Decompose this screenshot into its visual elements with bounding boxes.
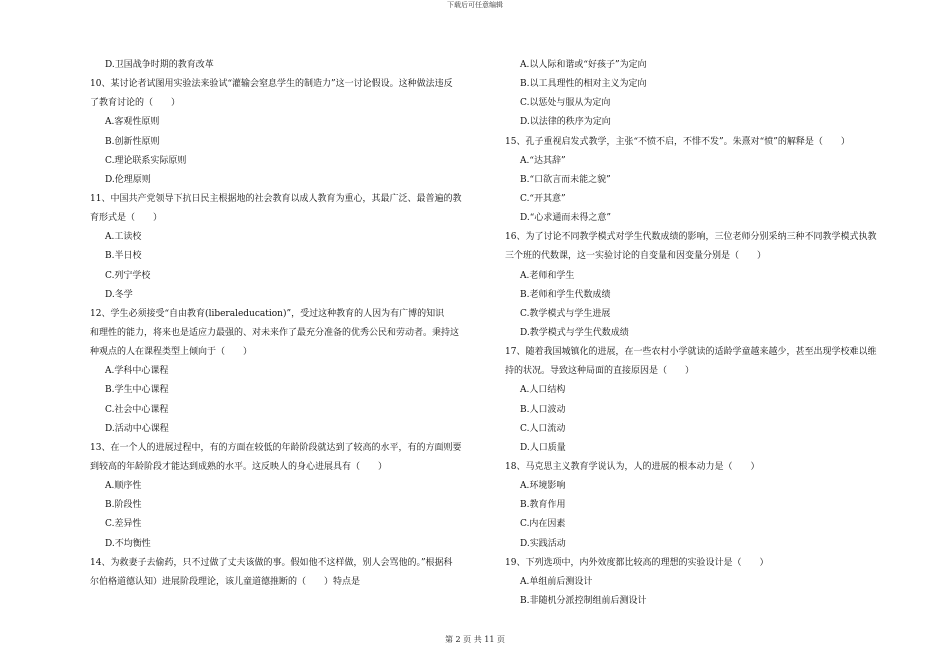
answer-option: B.教育作用	[520, 500, 566, 511]
answer-option: B.半日校	[105, 251, 142, 262]
question-text: 10、某讨论者试图用实验法来验试“灌输会窒息学生的制造力”这一讨论假设。这种做法违反	[90, 79, 453, 90]
question-text: 11、中国共产党领导下抗日民主根据地的社会教育以成人教育为重心，其最广泛、最普遍的教	[90, 193, 462, 204]
answer-option: B.学生中心课程	[105, 385, 169, 396]
answer-option: A.学科中心课程	[105, 366, 169, 377]
answer-option: C.教学模式与学生进展	[520, 308, 611, 319]
question-text: 15、孔子重视启发式教学，主张“不愤不启，不悱不发”。朱熹对“愤”的解释是（ ）	[505, 136, 850, 147]
question-text: 种观点的人在课程类型上倾向于（ ）	[90, 347, 253, 358]
answer-option: A.“达其辞”	[520, 155, 566, 166]
answer-option: D.不均衡性	[105, 538, 151, 549]
left-column	[90, 56, 490, 592]
answer-option: A.环境影响	[520, 481, 566, 492]
question-text: 18、马克思主义教育学说认为，人的进展的根本动力是（ ）	[505, 461, 760, 472]
question-text: 12、学生必须接受“自由教育(liberaleducation)”，受过这种教育的人因为有广博的知识	[90, 308, 445, 319]
question-text: 尔伯格道德认知）进展阶段理论，该儿童道德推断的（ ）特点是	[90, 576, 361, 587]
answer-option: A.顺序性	[105, 481, 142, 492]
answer-option: D.活动中心课程	[105, 423, 169, 434]
answer-option: C.差异性	[105, 519, 142, 530]
question-text: 三个班的代数课，这一实验讨论的自变量和因变量分别是（ ）	[505, 251, 767, 262]
answer-option: A.单组前后测设计	[520, 576, 593, 587]
answer-option: A.人口结构	[520, 385, 566, 396]
answer-option: B.阶段性	[105, 500, 142, 511]
answer-option: C.内在因素	[520, 519, 566, 530]
answer-option: C.以惩处与服从为定向	[520, 98, 611, 109]
answer-option: B.创新性原则	[105, 136, 160, 147]
question-text: 持的状况。导致这种局面的直接原因是（ ）	[505, 366, 695, 377]
answer-option: C.列宁学校	[105, 270, 151, 281]
page-number: 第 2 页 共 11 页	[445, 635, 505, 644]
answer-option: D.伦理原则	[105, 174, 151, 185]
answer-option: C.人口流动	[520, 423, 566, 434]
answer-option: B.非随机分派控制组前后测设计	[520, 595, 647, 606]
answer-option: B.人口波动	[520, 404, 566, 415]
answer-option: D.冬学	[105, 289, 133, 300]
question-text: 19、下列选项中，内外效度都比较高的理想的实验设计是（ ）	[505, 557, 769, 568]
answer-option: D.人口质量	[520, 442, 566, 453]
question-text: 16、为了讨论不同教学模式对学生代数成绩的影响，三位老师分别采纳三种不同教学模式执教	[505, 232, 877, 243]
page-header: 下载后可任意编辑	[447, 1, 503, 9]
answer-option: A.工读校	[105, 232, 142, 243]
answer-option: C.理论联系实际原则	[105, 155, 187, 166]
answer-option: D.以法律的秩序为定向	[520, 117, 611, 128]
answer-option: C.社会中心课程	[105, 404, 169, 415]
answer-option: B.“口欲言而未能之貌”	[520, 174, 611, 185]
answer-option: D.实践活动	[520, 538, 566, 549]
question-text: 和理性的能力，将来也是适应力最强的、对未来作了最充分准备的优秀公民和劳动者。秉持这	[90, 327, 460, 338]
answer-option: D.教学模式与学生代数成绩	[520, 327, 629, 338]
question-text: 到较高的年龄阶段才能达到成熟的水平。这反映人的身心进展具有（ ）	[90, 461, 388, 472]
answer-option: A.客观性原则	[105, 117, 160, 128]
question-text: 了教育讨论的（ ）	[90, 98, 181, 109]
answer-option: A.老师和学生	[520, 270, 575, 281]
answer-option: D.“心求通而未得之意”	[520, 213, 611, 224]
answer-option: B.以工具理性的相对主义为定向	[520, 79, 647, 90]
question-text: 育形式是（ ）	[90, 213, 163, 224]
right-column	[505, 56, 905, 611]
answer-option: C.“开其意”	[520, 193, 566, 204]
question-text: 14、为救妻子去偷药，只不过做了丈夫该做的事。假如他不这样做，别人会骂他的。”根据科	[90, 557, 453, 568]
answer-option: B.老师和学生代数成绩	[520, 289, 611, 300]
answer-option: D.卫国战争时期的教育改革	[105, 60, 214, 70]
answer-option: A.以人际和谐或“好孩子”为定向	[520, 60, 647, 70]
question-text: 13、在一个人的进展过程中，有的方面在较低的年龄阶段就达到了较高的水平，有的方面则要	[90, 442, 462, 453]
question-text: 17、随着我国城镇化的进展，在一些农村小学就读的适龄学童越来越少，甚至出现学校难以维	[505, 347, 877, 358]
